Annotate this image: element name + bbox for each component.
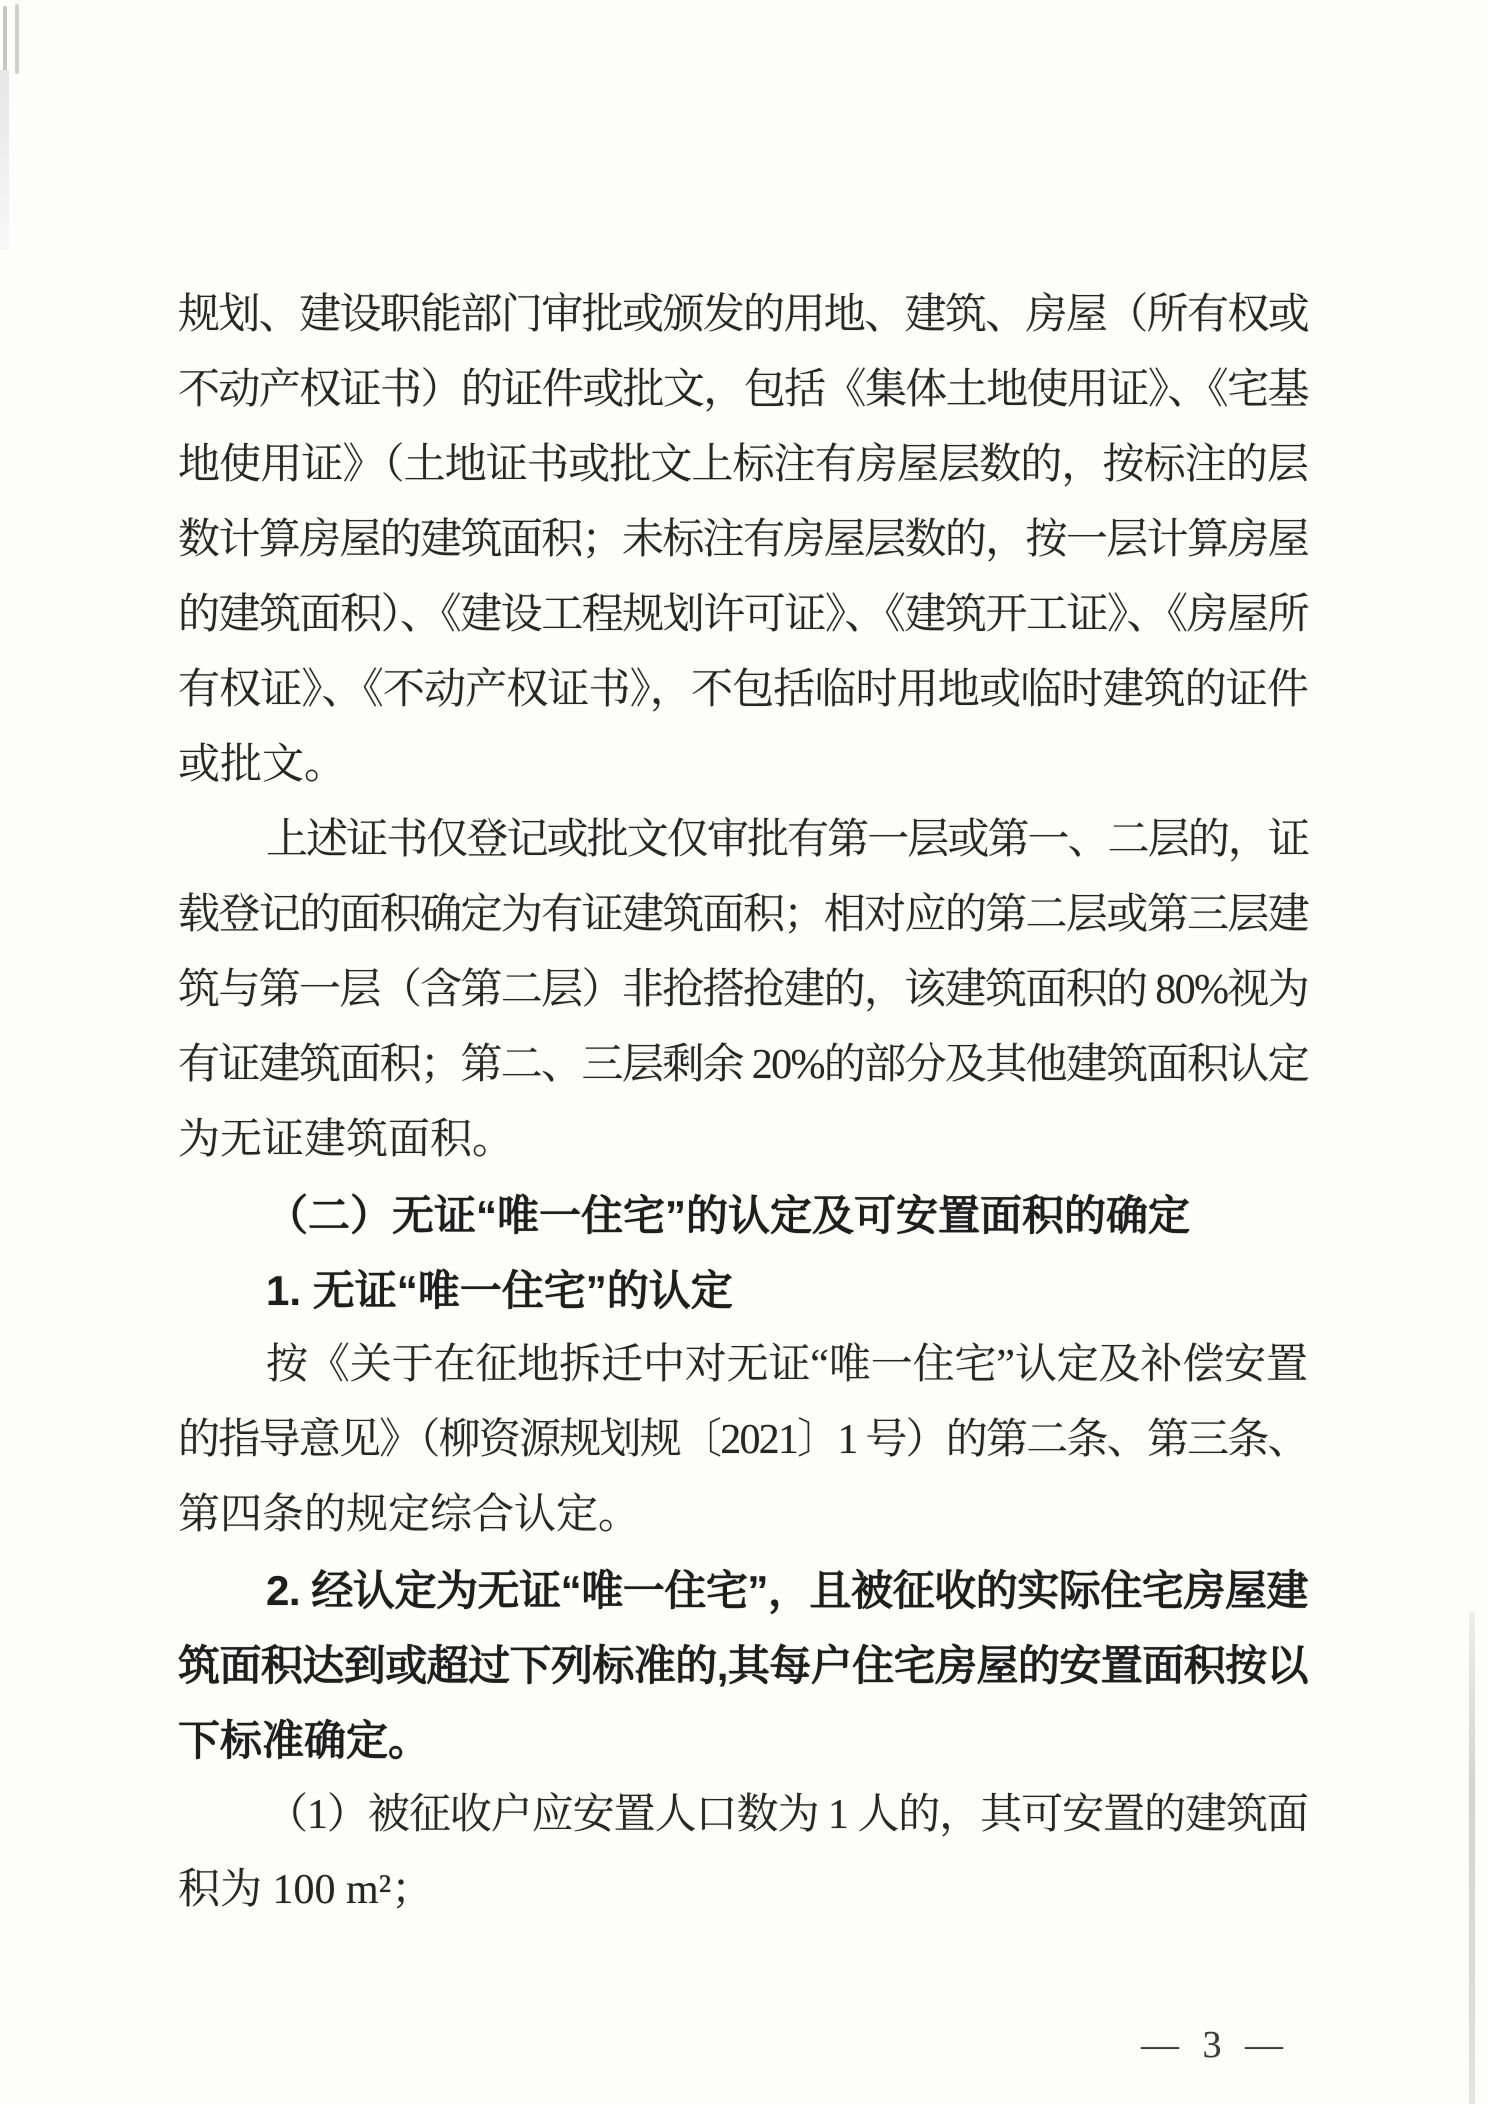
text-line: （二）无证“唯一住宅”的认定及可安置面积的确定: [266, 1192, 1191, 1239]
text-line: 1. 无证“唯一住宅”的认定: [266, 1267, 733, 1314]
text-line: 上述证书仅登记或批文仅审批有第一层或第一、二层的，证: [266, 817, 1309, 863]
text-line: 不动产权证书）的证件或批文，包括《集体土地使用证》、《宅基: [178, 367, 1308, 413]
document-text-block: [178, 278, 1308, 1928]
text-line: 为无证建筑面积。: [178, 1117, 515, 1163]
page-number: — 3 —: [1141, 2024, 1283, 2066]
text-line: 规划、建设职能部门审批或颁发的用地、建筑、房屋（所有权或: [178, 292, 1309, 338]
scan-artifact-right-edge-line: [1469, 1612, 1475, 2104]
text-line: 筑面积达到或超过下列标准的,其每户住宅房屋的安置面积按以: [178, 1642, 1308, 1689]
scan-artifact-top-left-line-2: [15, 4, 19, 74]
scan-artifact-left-smudge: [0, 70, 9, 250]
text-line: （1）被征收户应安置人口数为 1 人的，其可安置的建筑面: [266, 1792, 1308, 1838]
text-line: 或批文。: [178, 742, 347, 788]
text-line: 有证建筑面积；第二、三层剩余 20%的部分及其他建筑面积认定: [178, 1042, 1308, 1088]
text-line: 有权证》、《不动产权证书》，不包括临时用地或临时建筑的证件: [178, 667, 1309, 713]
text-line: 载登记的面积确定为有证建筑面积；相对应的第二层或第三层建: [178, 892, 1309, 938]
text-line: 按《关于在征地拆迁中对无证“唯一住宅”认定及补偿安置: [266, 1342, 1308, 1388]
text-line: 地使用证》（土地证书或批文上标注有房屋层数的，按标注的层: [178, 442, 1309, 488]
text-line: 下标准确定。: [178, 1717, 431, 1764]
text-line: 数计算房屋的建筑面积；未标注有房屋层数的，按一层计算房屋: [178, 517, 1309, 563]
scan-artifact-top-left-line: [3, 6, 7, 106]
text-line: 的指导意见》（柳资源规划规〔2021〕1 号）的第二条、第三条、: [178, 1417, 1308, 1463]
text-line: 筑与第一层（含第二层）非抢搭抢建的，该建筑面积的 80%视为: [178, 967, 1308, 1013]
text-line: 积为 100 m²；: [178, 1867, 434, 1913]
text-line: 的建筑面积）、《建设工程规划许可证》、《建筑开工证》、《房屋所: [178, 592, 1309, 638]
text-line: 第四条的规定综合认定。: [178, 1492, 641, 1538]
text-line: 2. 经认定为无证“唯一住宅”，且被征收的实际住宅房屋建: [266, 1567, 1309, 1614]
